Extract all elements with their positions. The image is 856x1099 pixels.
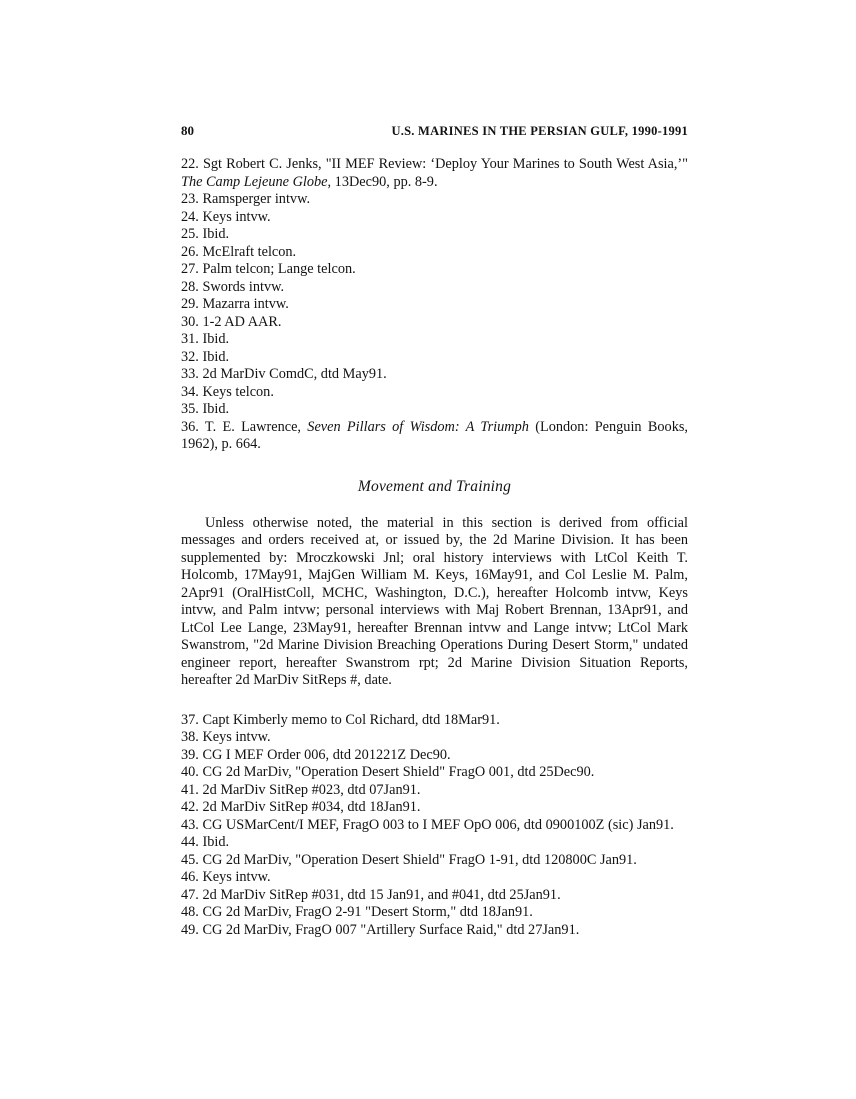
endnote-text: 49. CG 2d MarDiv, FragO 007 "Artillery Surface Raid," dtd 27Jan91. xyxy=(181,921,580,938)
endnote-text: 24. Keys intvw. xyxy=(181,208,271,225)
endnote-text: 40. CG 2d MarDiv, "Operation Desert Shield" FragO 001, dtd 25Dec90. xyxy=(181,764,595,780)
endnote xyxy=(181,209,688,227)
endnote xyxy=(181,191,688,209)
endnote xyxy=(181,834,688,852)
endnote-text: 34. Keys telcon. xyxy=(181,383,274,400)
running-head: U.S. MARINES IN THE PERSIAN GULF, 1990-1991 xyxy=(391,124,688,138)
endnote-text: 39. CG I MEF Order 006, dtd 201221Z Dec90. xyxy=(181,746,451,763)
endnote-text: 36. T. E. Lawrence, xyxy=(181,418,308,435)
endnote xyxy=(181,747,688,765)
endnote xyxy=(181,384,688,402)
endnote xyxy=(181,729,688,747)
endnotes-block-first xyxy=(181,156,688,454)
endnote-text: 44. Ibid. xyxy=(181,834,230,850)
endnote xyxy=(181,226,688,244)
endnote-text: 45. CG 2d MarDiv, "Operation Desert Shield" FragO 1-91, dtd 120800C Jan91. xyxy=(181,851,637,868)
endnote-text: (London: Penguin Books, 1962), p. 664. xyxy=(181,418,688,452)
endnote xyxy=(181,887,688,905)
endnote-text: 29. Mazarra intvw. xyxy=(181,296,289,312)
endnote xyxy=(181,852,688,870)
endnote-text: 28. Swords intvw. xyxy=(181,278,285,295)
endnote xyxy=(181,296,688,314)
endnote xyxy=(181,156,688,191)
endnote xyxy=(181,261,688,279)
endnote-text: 41. 2d MarDiv SitRep #023, dtd 07Jan91. xyxy=(181,781,421,798)
endnote xyxy=(181,419,688,454)
endnote-text: 48. CG 2d MarDiv, FragO 2-91 "Desert Storm," dtd 18Jan91. xyxy=(181,904,533,920)
endnotes-block-second xyxy=(181,712,688,940)
endnote xyxy=(181,922,688,940)
endnote xyxy=(181,314,688,332)
endnote xyxy=(181,331,688,349)
endnote xyxy=(181,869,688,887)
endnote xyxy=(181,279,688,297)
endnote-text: 47. 2d MarDiv SitRep #031, dtd 15 Jan91, and #041, dtd 25Jan91. xyxy=(181,886,561,903)
endnote-text: 23. Ramsperger intvw. xyxy=(181,191,311,207)
endnote-text: 43. CG USMarCent/I MEF, FragO 003 to I MEF OpO 006, dtd 0900100Z (sic) Jan91. xyxy=(181,816,674,833)
endnote-text: 42. 2d MarDiv SitRep #034, dtd 18Jan91. xyxy=(181,799,421,815)
page-number: 80 xyxy=(181,123,194,138)
endnote xyxy=(181,904,688,922)
endnote-text: 25. Ibid. xyxy=(181,226,230,242)
endnote-text: 31. Ibid. xyxy=(181,331,230,347)
endnote-text: 33. 2d MarDiv ComdC, dtd May91. xyxy=(181,366,387,382)
endnote xyxy=(181,366,688,384)
endnote-text: 37. Capt Kimberly memo to Col Richard, dtd 18Mar91. xyxy=(181,711,500,728)
endnote-text: 26. McElraft telcon. xyxy=(181,243,297,260)
endnote-text: 35. Ibid. xyxy=(181,401,230,417)
section-intro-paragraph: Unless otherwise noted, the material in this section is derived from official messages and orders received at, or issued by, the 2d Marine Division. It has been supplemented by: Mroczkowski Jnl; oral history interviews with LtCol Keith T. Holcomb, 17May91, MajGen William M. Keys, 16May91, and Col Leslie M. Palm, 2Apr91 (OralHistColl, MCHC, Washington, D.C.), hereafter Holcomb intvw, Keys intvw, and Palm intvw; personal interviews with Maj Robert Brennan, 13Apr91, and LtCol Lee Lange, 23May91, hereafter Brennan intvw and Lange intvw; LtCol Mark Swanstrom, "2d Marine Division Breaching Operations During Desert Storm," undated engineer report, hereafter Swanstrom rpt; 2d Marine Division Situation Reports, hereafter 2d MarDiv SitReps #, date. xyxy=(181,514,688,688)
endnote xyxy=(181,764,688,782)
endnote-text: 30. 1-2 AD AAR. xyxy=(181,313,282,330)
page-header xyxy=(181,123,688,139)
endnote-italic-title: Seven Pillars of Wisdom: A Triumph xyxy=(307,418,529,435)
endnote xyxy=(181,244,688,262)
endnote xyxy=(181,401,688,419)
endnote-text: , 13Dec90, pp. 8-9. xyxy=(327,173,438,190)
endnote xyxy=(181,817,688,835)
endnote xyxy=(181,712,688,730)
endnote xyxy=(181,799,688,817)
endnote xyxy=(181,782,688,800)
endnote-text: 22. Sgt Robert C. Jenks, "II MEF Review: ‘Deploy Your Marines to South West Asia,’" xyxy=(181,156,688,172)
endnote xyxy=(181,349,688,367)
endnote-italic-title: The Camp Lejeune Globe xyxy=(181,173,328,190)
endnote-text: 46. Keys intvw. xyxy=(181,869,271,885)
endnote-text: 38. Keys intvw. xyxy=(181,729,271,745)
endnote-text: 32. Ibid. xyxy=(181,348,230,365)
endnote-text: 27. Palm telcon; Lange telcon. xyxy=(181,261,356,277)
section-heading: Movement and Training xyxy=(357,477,512,495)
